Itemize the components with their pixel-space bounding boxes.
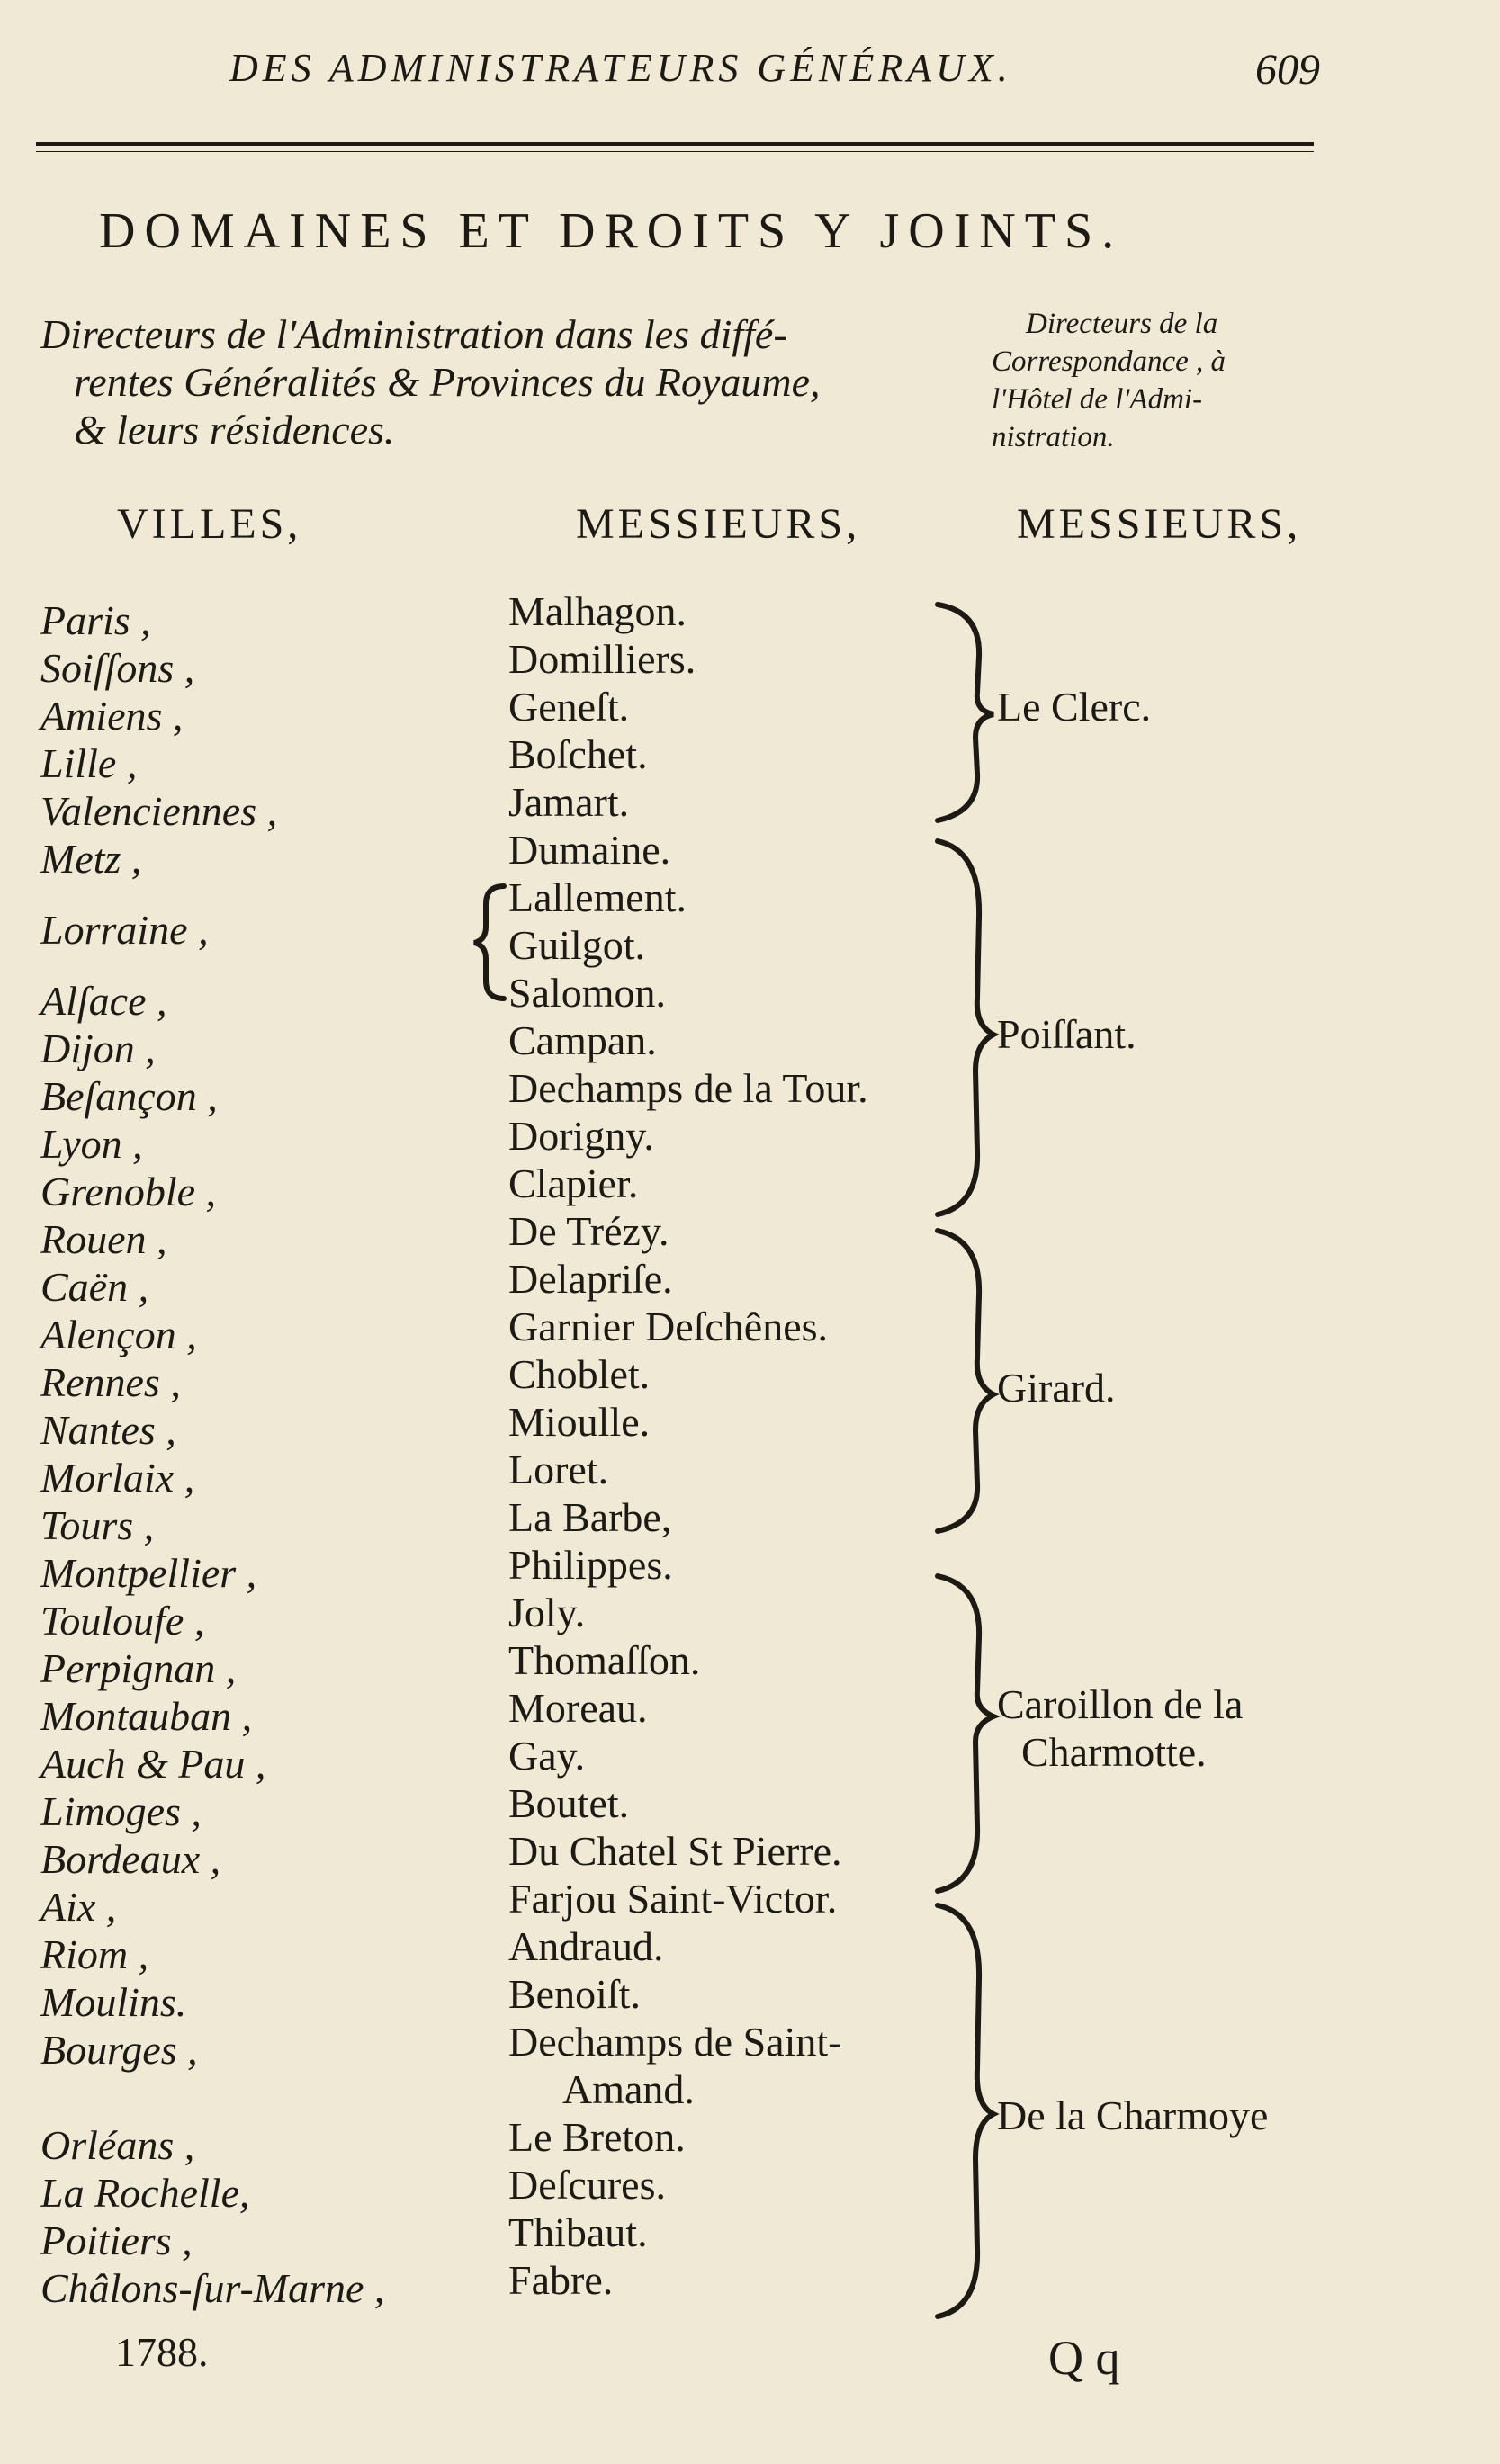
name-entry: Mioulle. — [508, 1399, 651, 1445]
city-entry: Rouen , — [40, 1216, 167, 1262]
name-entry: Malhagon. — [508, 588, 687, 634]
page-number: 609 — [1255, 46, 1320, 94]
name-entry: Dechamps de la Tour. — [508, 1065, 868, 1111]
name-entry: Clapier. — [508, 1160, 639, 1206]
city-entry: Tours , — [40, 1502, 155, 1548]
column-header-messieurs-right: MESSIEURS, — [1017, 500, 1302, 548]
section-title: DOMAINES ET DROITS Y JOINTS. — [99, 203, 1124, 259]
name-entry: Jamart. — [508, 779, 630, 825]
name-entry: Andraud. — [508, 1923, 664, 1969]
group-brace-4 — [938, 1576, 993, 1891]
name-entry: Delapriſe. — [508, 1256, 673, 1302]
city-entry: Montauban , — [40, 1693, 253, 1739]
intro-right-line-1: Directeurs de la — [1026, 308, 1218, 340]
group-brace-2 — [938, 841, 993, 1214]
city-entry: Metz , — [40, 836, 142, 882]
city-entry: Morlaix , — [40, 1455, 195, 1501]
name-entry: Domilliers. — [508, 636, 696, 682]
city-entry: Moulins. — [40, 1979, 187, 2025]
city-entry: Châlons-ſur-Marne , — [40, 2265, 385, 2311]
name-entry: Salomon. — [508, 970, 667, 1016]
city-entry: Caën , — [40, 1264, 149, 1310]
name-entry: De Trézy. — [508, 1208, 669, 1254]
footer-year: 1788. — [115, 2329, 209, 2375]
intro-right-line-2: Correspondance , à — [992, 345, 1226, 378]
city-entry: Lyon , — [40, 1121, 143, 1167]
director-entry: Le Clerc. — [997, 684, 1152, 730]
city-entry: Amiens , — [40, 693, 184, 739]
city-entry: Touloufe , — [40, 1598, 205, 1644]
city-entry: Limoges , — [40, 1788, 202, 1834]
city-entry: Montpellier , — [40, 1550, 257, 1596]
name-entry: Loret. — [508, 1447, 609, 1492]
city-entry: Aix , — [40, 1884, 117, 1930]
name-entry: Le Breton. — [508, 2114, 686, 2160]
name-entry: Du Chatel St Pierre. — [508, 1828, 842, 1874]
city-entry: Grenoble , — [40, 1169, 217, 1214]
intro-right-line-4: nistration. — [992, 421, 1115, 453]
city-entry: Soiſſons , — [40, 645, 195, 691]
name-entry: Lallement. — [508, 874, 687, 920]
group-brace-3 — [938, 1231, 993, 1531]
city-entry: La Rochelle, — [40, 2170, 250, 2216]
name-entry: Farjou Saint-Victor. — [508, 1876, 838, 1922]
small-brace — [474, 886, 504, 999]
group-brace-1 — [938, 605, 993, 820]
name-entry: Dumaine. — [508, 827, 671, 873]
name-entry: Guilgot. — [508, 922, 646, 968]
name-entry: Choblet. — [508, 1351, 651, 1397]
city-entry: Bordeaux , — [40, 1836, 221, 1882]
city-entry: Riom , — [40, 1931, 149, 1977]
intro-right-line-3: l'Hôtel de l'Admi- — [992, 383, 1203, 416]
city-entry: Valenciennes , — [40, 788, 278, 834]
city-entry: Poitiers , — [40, 2218, 193, 2263]
name-entry: Garnier Deſchênes. — [508, 1304, 829, 1349]
name-entry: La Barbe, — [508, 1494, 672, 1540]
city-entry: Alſace , — [40, 978, 167, 1024]
group-brace-5 — [938, 1905, 993, 2316]
director-entry: Poiſſant. — [997, 1011, 1136, 1057]
name-entry: Deſcures. — [508, 2162, 666, 2208]
name-entry: Dechamps de Saint- — [508, 2019, 842, 2065]
city-entry: Auch & Pau , — [40, 1741, 266, 1787]
city-entry: Orléans , — [40, 2122, 195, 2168]
city-entry: Dijon , — [40, 1026, 156, 1071]
name-entry: Joly. — [508, 1590, 586, 1635]
city-entry: Bourges , — [40, 2027, 198, 2073]
signature-mark: Q q — [1048, 2331, 1120, 2385]
name-entry: Geneſt. — [508, 684, 630, 730]
city-entry: Lille , — [40, 740, 138, 786]
city-entry: Nantes , — [40, 1407, 176, 1453]
city-entry: Alençon , — [40, 1312, 197, 1357]
city-entry: Paris , — [40, 597, 151, 643]
city-entry: Rennes , — [40, 1359, 181, 1405]
name-entry: Amand. — [562, 2066, 695, 2112]
director-entry: Girard. — [997, 1365, 1116, 1411]
director-entry: Caroillon de la — [997, 1681, 1244, 1727]
name-entry: Benoiſt. — [508, 1971, 641, 2017]
name-entry: Boutet. — [508, 1780, 630, 1826]
name-entry: Gay. — [508, 1733, 586, 1779]
column-header-messieurs: MESSIEURS, — [576, 500, 861, 548]
city-entry: Perpignan , — [40, 1645, 237, 1691]
name-entry: Dorigny. — [508, 1113, 654, 1159]
name-entry: Moreau. — [508, 1685, 648, 1731]
intro-line-1: Directeurs de l'Administration dans les diffé- — [40, 311, 787, 357]
name-entry: Campan. — [508, 1017, 657, 1063]
name-entry: Thomaſſon. — [508, 1637, 701, 1683]
running-head: DES ADMINISTRATEURS GÉNÉRAUX. — [229, 46, 1012, 90]
director-entry: Charmotte. — [1021, 1729, 1207, 1775]
director-entry: De la Charmoye — [997, 2092, 1269, 2138]
name-entry: Fabre. — [508, 2257, 614, 2303]
column-header-villes: VILLES, — [117, 500, 302, 548]
name-entry: Philippes. — [508, 1542, 673, 1588]
name-entry: Boſchet. — [508, 731, 648, 777]
intro-line-2: rentes Généralités & Provinces du Royaume, — [74, 359, 821, 405]
intro-line-3: & leurs résidences. — [74, 407, 395, 452]
name-entry: Thibaut. — [508, 2209, 648, 2255]
city-entry: Lorraine , — [40, 907, 209, 953]
city-entry: Beſançon , — [40, 1073, 218, 1119]
